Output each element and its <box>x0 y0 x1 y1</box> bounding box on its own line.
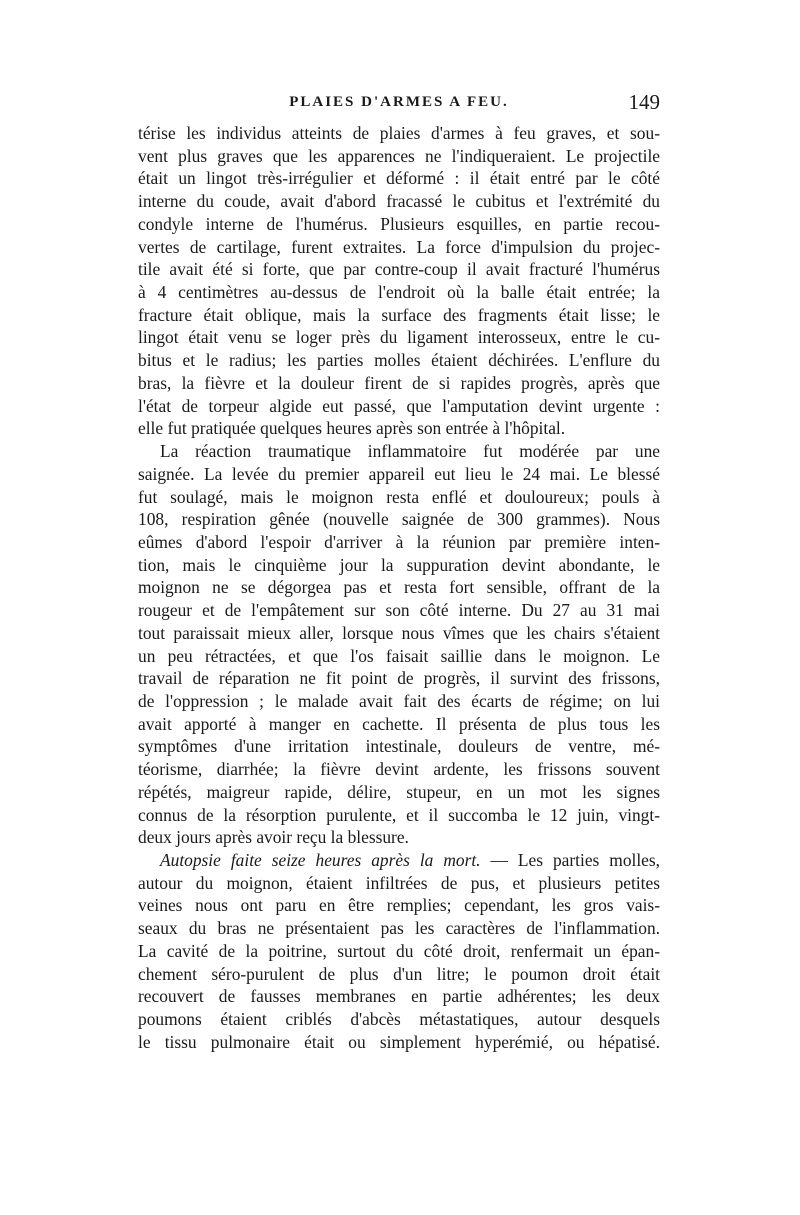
text-line: deux jours après avoir reçu la blessure. <box>138 827 409 848</box>
autopsy-lead: Autopsie faite seize heures après la mort. <box>160 850 481 870</box>
text-line: avait apporté à manger en cachette. Il présenta de plus tous les <box>138 713 660 734</box>
text-line: condyle interne de l'humérus. Plusieurs esquilles, en partie recou- <box>138 213 660 234</box>
text-line: fut soulagé, mais le moignon resta enflé et douloureux; pouls à <box>138 486 660 507</box>
text-line: à 4 centimètres au-dessus de l'endroit où la balle était entrée; la <box>138 282 660 303</box>
text-line: lingot était venu se loger près du ligament interosseux, entre le cu- <box>138 327 660 348</box>
text-line: rougeur et de l'empâtement sur son côté interne. Du 27 au 31 mai <box>138 600 660 621</box>
text-line: tout paraissait mieux aller, lorsque nous vîmes que les chairs s'étaient <box>138 622 660 643</box>
text-line: tile avait été si forte, que par contre-coup il avait fracturé l'humérus <box>138 259 660 280</box>
text-line: de l'oppression ; le malade avait fait des écarts de régime; on lui <box>138 690 660 711</box>
text-line: moignon ne se dégorgea pas et resta fort sensible, offrant de la <box>138 577 660 598</box>
page-header <box>138 90 660 120</box>
autopsy-line <box>138 849 660 872</box>
text-line: un peu rétractées, et que l'os faisait saillie dans le moignon. Le <box>138 645 660 666</box>
text-line: symptômes d'une irritation intestinale, douleurs de ventre, mé- <box>138 736 660 757</box>
text-line: l'état de torpeur algide eut passé, que l'amputation devint urgente : <box>138 395 660 416</box>
text-line: vent plus graves que les apparences ne l'indiqueraient. Le projectile <box>138 145 660 166</box>
text-line: veines nous ont paru en être remplies; cependant, les gros vais- <box>138 895 660 916</box>
text-line: tion, mais le cinquième jour la suppuration devint abondante, le <box>138 554 660 575</box>
autopsy-rest: — Les parties molles, <box>480 850 660 870</box>
text-line: bitus et le radius; les parties molles étaient déchirées. L'enflure du <box>138 350 660 371</box>
text-line: 108, respiration gênée (nouvelle saignée de 300 grammes). Nous <box>138 509 660 530</box>
text-line: était un lingot très-irrégulier et déformé : il était entré par le côté <box>138 168 660 189</box>
text-line: le tissu pulmonaire était ou simplement hyperémié, ou hépatisé. <box>138 1031 660 1052</box>
text-line: vertes de cartilage, furent extraites. La force d'impulsion du projec- <box>138 236 660 257</box>
text-line: chement séro-purulent de plus d'un litre; le poumon droit était <box>138 963 660 984</box>
text-line: téorisme, diarrhée; la fièvre devint ardente, les frissons souvent <box>138 759 660 780</box>
text-line: interne du coude, avait d'abord fracassé le cubitus et l'extrémité du <box>138 191 660 212</box>
text-line: La réaction traumatique inflammatoire fut modérée par une <box>160 441 660 462</box>
text-line: travail de réparation ne fit point de progrès, il survint des frissons, <box>138 668 660 689</box>
running-title: PLAIES D'ARMES A FEU. <box>289 94 509 110</box>
text-line: poumons étaient criblés d'abcès métastatiques, autour desquels <box>138 1009 660 1030</box>
text-line: térise les individus atteints de plaies d'armes à feu graves, et sou- <box>138 123 660 143</box>
text-line: répétés, maigreur rapide, délire, stupeur, en un mot les signes <box>138 781 660 802</box>
body-text <box>138 122 660 1053</box>
text-line: La cavité de la poitrine, surtout du côté droit, renfermait un épan- <box>138 940 660 961</box>
text-line: bras, la fièvre et la douleur firent de si rapides progrès, après que <box>138 372 660 393</box>
text-line: connus de la résorption purulente, et il succomba le 12 juin, vingt- <box>138 804 660 825</box>
page-number: 149 <box>628 90 660 114</box>
text-line: eûmes d'abord l'espoir d'arriver à la réunion par première inten- <box>138 531 660 552</box>
text-line: elle fut pratiquée quelques heures après son entrée à l'hôpital. <box>138 418 566 439</box>
text-line: saignée. La levée du premier appareil eut lieu le 24 mai. Le blessé <box>138 463 660 484</box>
text-line: seaux du bras ne présentaient pas les caractères de l'inflammation. <box>138 918 660 939</box>
text-line: autour du moignon, étaient infiltrées de pus, et plusieurs petites <box>138 872 660 893</box>
text-line: fracture était oblique, mais la surface des fragments était lisse; le <box>138 304 660 325</box>
text-line: recouvert de fausses membranes en partie adhérentes; les deux <box>138 986 660 1007</box>
